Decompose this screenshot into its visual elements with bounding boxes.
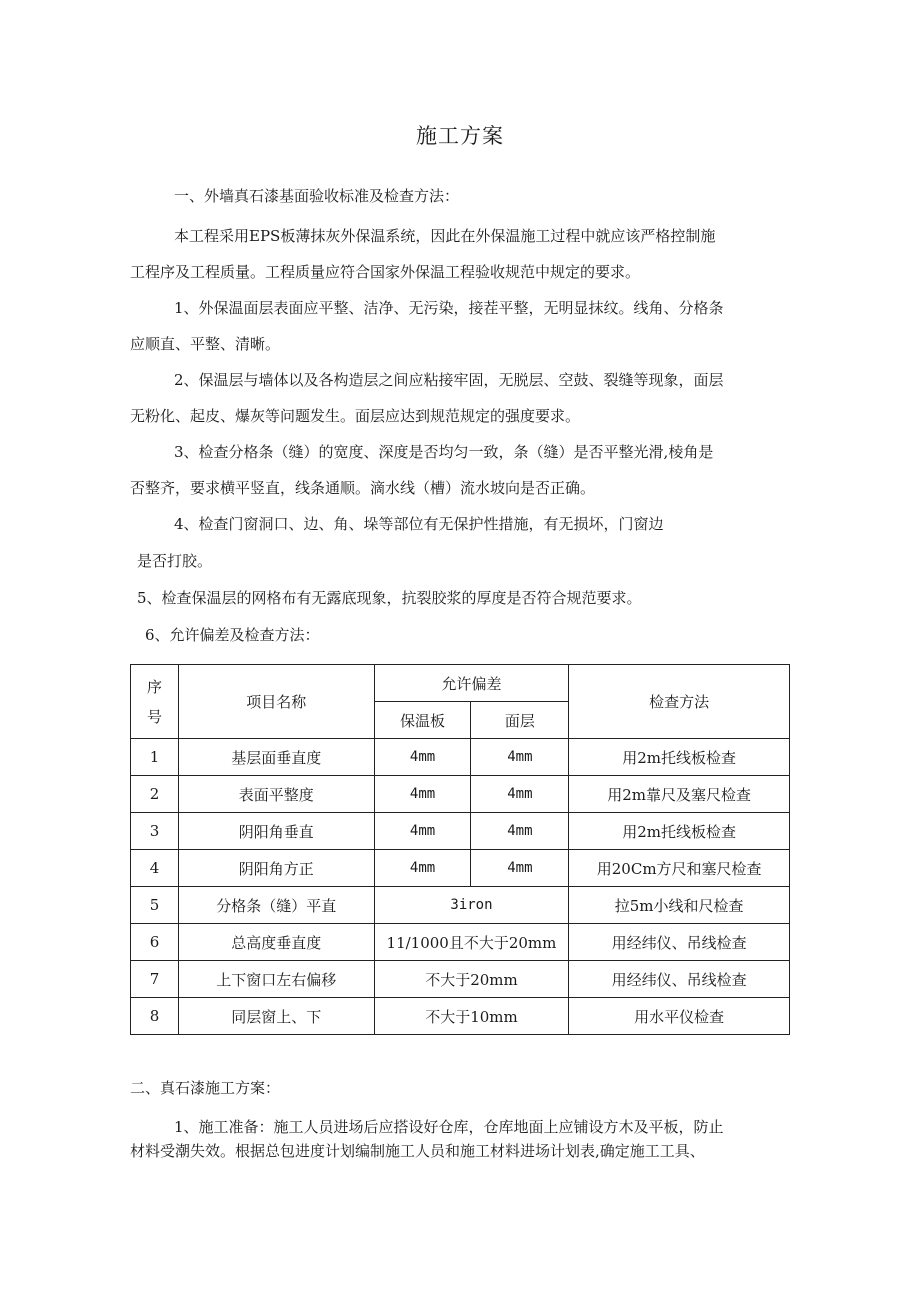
section-2-heading: 二、真石漆施工方案： [130,1079,281,1097]
header-surface: 面层 [471,702,569,739]
row-tolerance-merged: 不大于20mm [374,961,569,998]
item-6: 6、允许偏差及检查方法： [145,626,320,644]
row-no: 7 [131,961,179,998]
item-1-line-2: 应顺直、平整、清晰。 [130,335,281,353]
row-no: 3 [131,813,179,850]
row-name: 上下窗口左右偏移 [178,961,374,998]
page-title: 施工方案 [416,124,504,148]
row-name: 同层窗上、下 [178,998,374,1035]
table-row [131,887,790,924]
header-board: 保温板 [374,702,471,739]
section-1-heading: 一、外墙真石漆基面验收标准及检查方法： [174,187,460,205]
row-board: 4mm [374,813,471,850]
row-name: 分格条（缝）平直 [178,887,374,924]
header-name: 项目名称 [178,665,374,739]
row-name: 基层面垂直度 [178,739,374,776]
item-3-line-2: 否整齐，要求横平竖直，线条通顺。滴水线（槽）流水坡向是否正确。 [130,479,596,497]
header-seq-bottom: 号 [146,707,162,726]
item-2-line-1: 2、保温层与墙体以及各构造层之间应粘接牢固，无脱层、空鼓、裂缝等现象，面层 [174,371,724,389]
row-method: 用水平仪检查 [569,998,790,1035]
table-row [131,850,790,887]
table-row [131,998,790,1035]
table-row [131,961,790,998]
row-method: 用2m托线板检查 [569,739,790,776]
row-tolerance-merged: 3iron [374,887,569,924]
row-board: 4mm [374,776,471,813]
row-no: 2 [131,776,179,813]
row-surface: 4mm [471,850,569,887]
row-method: 用经纬仪、吊线检查 [569,961,790,998]
header-seq [131,665,179,739]
row-name: 阴阳角垂直 [178,813,374,850]
row-no: 1 [131,739,179,776]
table-row [131,739,790,776]
table-row [131,924,790,961]
item-1-line-1: 1、外保温面层表面应平整、洁净、无污染，接茬平整，无明显抹纹。线角、分格条 [174,299,724,317]
section-2-para-line-1: 1、施工准备：施工人员进场后应搭设好仓库，仓库地面上应铺设方木及平板，防止 [174,1118,724,1136]
table-row [131,776,790,813]
header-seq-top: 序 [146,677,162,696]
table-row [131,813,790,850]
intro-line-2: 工程序及工程质量。工程质量应符合国家外保温工程验收规范中规定的要求。 [130,263,641,281]
item-2-line-2: 无粉化、起皮、爆灰等问题发生。面层应达到规范规定的强度要求。 [130,407,581,425]
row-no: 6 [131,924,179,961]
row-tolerance-merged: 11/1000且不大于20mm [374,924,569,961]
item-3-line-1: 3、检查分格条（缝）的宽度、深度是否均匀一致，条（缝）是否平整光滑,棱角是 [174,443,714,461]
row-tolerance-merged: 不大于10mm [374,998,569,1035]
section-2-para-line-2: 材料受潮失效。根据总包进度计划编制施工人员和施工材料进场计划表,确定施工工具、 [130,1142,705,1160]
row-name: 表面平整度 [178,776,374,813]
header-tolerance: 允许偏差 [374,665,569,702]
row-method: 拉5m小线和尺检查 [569,887,790,924]
row-no: 8 [131,998,179,1035]
row-board: 4mm [374,850,471,887]
intro-line-1: 本工程采用EPS板薄抹灰外保温系统，因此在外保温施工过程中就应该严格控制施 [174,227,716,245]
row-no: 4 [131,850,179,887]
row-no: 5 [131,887,179,924]
tolerance-table [130,664,790,1035]
item-4-line-2: 是否打胶。 [137,552,213,570]
item-5: 5、检查保温层的网格布有无露底现象，抗裂胶浆的厚度是否符合规范要求。 [137,589,642,607]
row-surface: 4mm [471,776,569,813]
row-method: 用20Cm方尺和塞尺检查 [569,850,790,887]
row-surface: 4mm [471,813,569,850]
header-method: 检查方法 [569,665,790,739]
row-method: 用2m托线板检查 [569,813,790,850]
row-method: 用2m靠尺及塞尺检查 [569,776,790,813]
row-board: 4mm [374,739,471,776]
row-method: 用经纬仪、吊线检查 [569,924,790,961]
row-name: 总高度垂直度 [178,924,374,961]
row-name: 阴阳角方正 [178,850,374,887]
row-surface: 4mm [471,739,569,776]
item-4-line-1: 4、检查门窗洞口、边、角、垛等部位有无保护性措施，有无损坏，门窗边 [174,515,664,533]
